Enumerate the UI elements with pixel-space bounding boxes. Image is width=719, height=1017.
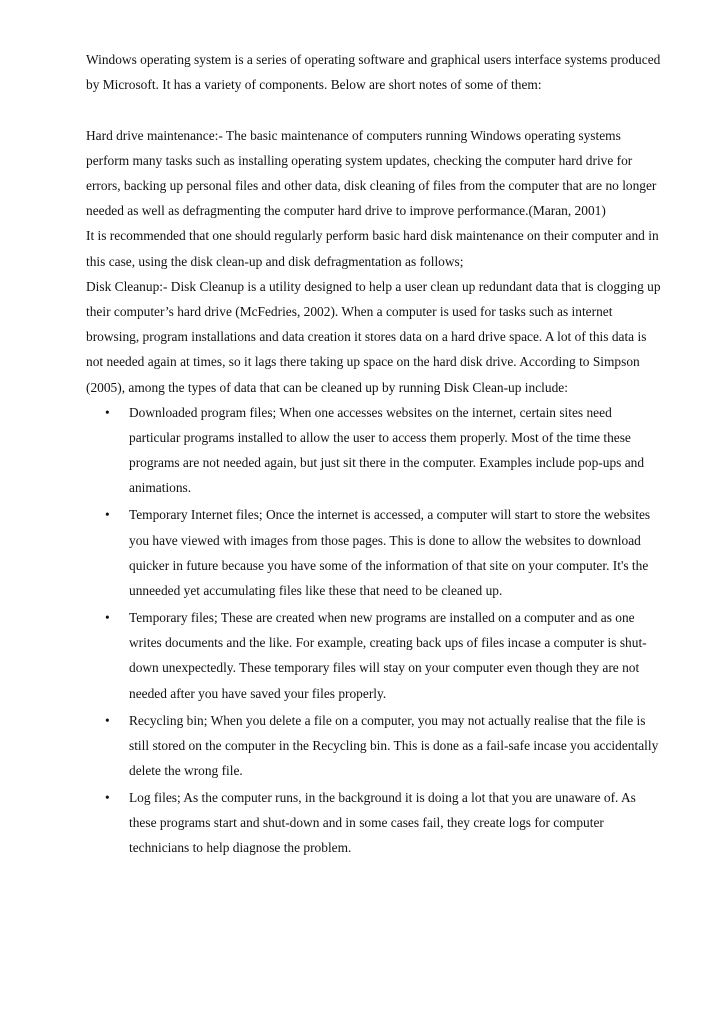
bullet-icon: •	[105, 507, 110, 523]
bullet-icon: •	[105, 712, 110, 728]
bullet-icon: •	[105, 610, 110, 626]
list-item-text: Log files; As the computer runs, in the background it is doing a lot that you are unaware of. As these programs start and shut-down and in some cases fail, they create logs for computer technicians to help diagnose the problem.	[129, 790, 636, 856]
bullet-icon: •	[105, 790, 110, 806]
list-item	[86, 502, 661, 603]
cleanup-data-types-list	[86, 400, 661, 861]
paragraph-spacer	[86, 97, 661, 122]
list-item-text: Temporary Internet files; Once the internet is accessed, a computer will start to store the websites you have viewed with images from those pages. This is done to allow the websites to download quicker in future because you have some of the information of that site on your computer. It's the unneeded yet accumulating files like these that need to be cleaned up.	[129, 507, 651, 599]
list-item	[86, 400, 661, 501]
list-item-text: Recycling bin; When you delete a file on a computer, you may not actually realise that the file is still stored on the computer in the Recycling bin. This is done as a fail-safe incase you accidentally delete the wrong file.	[129, 712, 659, 779]
intro-paragraph: Windows operating system is a series of operating software and graphical users interface systems produced by Microsoft. It has a variety of components. Below are short notes of some of them:	[86, 52, 661, 93]
list-item	[86, 605, 661, 706]
disk-cleanup-paragraph: Disk Cleanup:- Disk Cleanup is a utility designed to help a user clean up redundant data that is clogging up their computer’s hard drive (McFedries, 2002). When a computer is used for tasks such as internet browsing, program installations and data creation it stores data on a hard drive space. A lot of this data is not needed again at times, so it lags there taking up space on the hard disk drive. According to Simpson (2005), among the types of data that can be cleaned up by running Disk Clean-up include:	[86, 278, 661, 395]
list-item-text: Downloaded program files; When one accesses websites on the internet, certain sites need particular programs installed to allow the user to access them properly. Most of the time these programs are not needed again, but just sit there in the computer. Examples include pop-ups and animations.	[129, 404, 645, 496]
list-item	[86, 785, 661, 861]
recommendation-paragraph: It is recommended that one should regularly perform basic hard disk maintenance on their computer and in this case, using the disk clean-up and disk defragmentation as follows;	[86, 228, 659, 269]
document-body	[86, 47, 661, 862]
hard-drive-maintenance-paragraph: Hard drive maintenance:- The basic maintenance of computers running Windows operating systems perform many tasks such as installing operating system updates, checking the computer hard drive for errors, backing up personal files and other data, disk cleaning of files from the computer that are no longer needed as well as defragmenting the computer hard drive to improve performance.(Maran, 2001)	[86, 127, 657, 219]
bullet-icon: •	[105, 404, 110, 420]
list-item-text: Temporary files; These are created when new programs are installed on a computer and as one writes documents and the like. For example, creating back ups of files incase a computer is shut-down unexpectedly. These temporary files will stay on your computer even though they are not needed after you have saved your files properly.	[129, 610, 647, 701]
list-item	[86, 708, 661, 784]
